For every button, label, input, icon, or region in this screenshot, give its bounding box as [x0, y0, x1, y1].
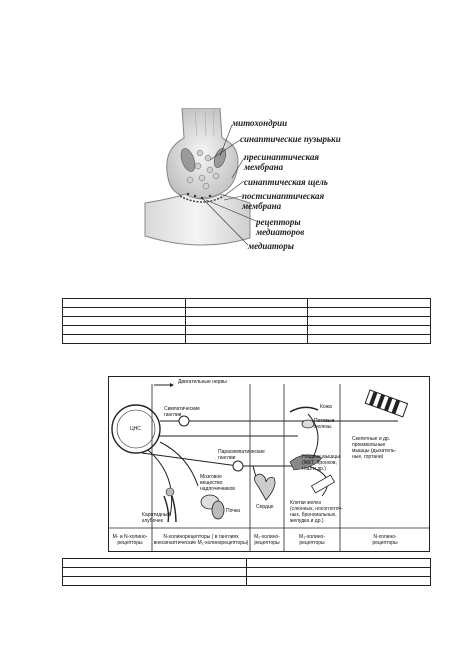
label-vesicles: синаптические пузырьки	[240, 134, 341, 144]
table-cell	[308, 317, 431, 326]
table-cell	[247, 559, 431, 568]
label-synaptic-cleft: синаптическая щель	[244, 177, 328, 187]
label-motor-nerves: Двигательные нервы	[178, 379, 227, 385]
empty-table-2	[62, 558, 431, 586]
table-cell	[63, 568, 247, 577]
table-cell	[185, 326, 308, 335]
table-cell	[308, 299, 431, 308]
synapse-diagram	[140, 108, 350, 258]
label-postsynaptic-membrane: мембрана	[242, 201, 282, 211]
footer-cell: N-холино- рецепторы	[372, 534, 398, 546]
footer-cell: М₂-холино- рецепторы	[254, 534, 280, 546]
label-skin: Кожа	[320, 404, 332, 410]
table-cell	[63, 326, 186, 335]
table-cell	[308, 335, 431, 344]
label-presynaptic-membrane: мембрана	[244, 162, 284, 172]
table-row	[63, 577, 431, 586]
table-cell	[63, 335, 186, 344]
label-heart: Сердце	[256, 504, 274, 510]
label-kidney: Почка	[226, 508, 240, 514]
table-cell	[308, 308, 431, 317]
receptor-diagram	[108, 376, 430, 552]
table-row	[63, 568, 431, 577]
table-cell	[185, 299, 308, 308]
label-glands: Клетки желез (слюнных, носоглоточ- ных, бронхиальных, желудка и др.)	[290, 500, 343, 524]
label-smooth-muscle: Гладкие мышцы (ЖКТ, бронхов, глаз и др.)	[302, 454, 340, 472]
table-cell	[63, 559, 247, 568]
table-row	[63, 308, 431, 317]
label-skeletal: Скелетные и др. произвольные мышцы (дыхатель- ные, гортани)	[352, 436, 397, 460]
label-parasymp-ganglion: Парасимпатические ганглии	[218, 449, 265, 461]
footer-cell: N-холинорецепторы ( в ганглиях внесинаптические М₁-холинорецепторы)	[153, 534, 249, 546]
label-cns: ЦНС	[130, 426, 141, 432]
label-carotid: Каротидный клубочек	[142, 512, 171, 524]
table-cell	[308, 326, 431, 335]
table-row	[63, 335, 431, 344]
label-mediators: медиаторы	[248, 241, 295, 251]
table-cell	[63, 308, 186, 317]
table-cell	[185, 317, 308, 326]
label-presynaptic: пресинаптическая	[244, 152, 319, 162]
label-postsynaptic: постсинаптическая	[242, 191, 325, 201]
footer-cell: М₃-холино- рецепторы	[299, 534, 325, 546]
table-cell	[185, 335, 308, 344]
table-cell	[63, 299, 186, 308]
label-receptors-mediators: медиаторов	[256, 227, 305, 237]
table-cell	[247, 568, 431, 577]
table-cell	[247, 577, 431, 586]
label-receptors: рецепторы	[256, 217, 301, 227]
label-sweat: Потовые железы	[314, 418, 335, 430]
table-cell	[185, 308, 308, 317]
table-row	[63, 559, 431, 568]
label-adrenal: Мозговое вещество надпочечников	[200, 474, 235, 492]
empty-table-1	[62, 298, 431, 344]
receptor-illustration	[108, 376, 430, 552]
label-mitochondria: митохондрии	[232, 118, 288, 128]
table-cell	[63, 317, 186, 326]
table-row	[63, 299, 431, 308]
label-symp-ganglion: Симпатические ганглии	[164, 406, 200, 418]
table-row	[63, 326, 431, 335]
table-cell	[63, 577, 247, 586]
table-row	[63, 317, 431, 326]
footer-cell: М- и N-холино- рецепторы	[112, 534, 148, 546]
